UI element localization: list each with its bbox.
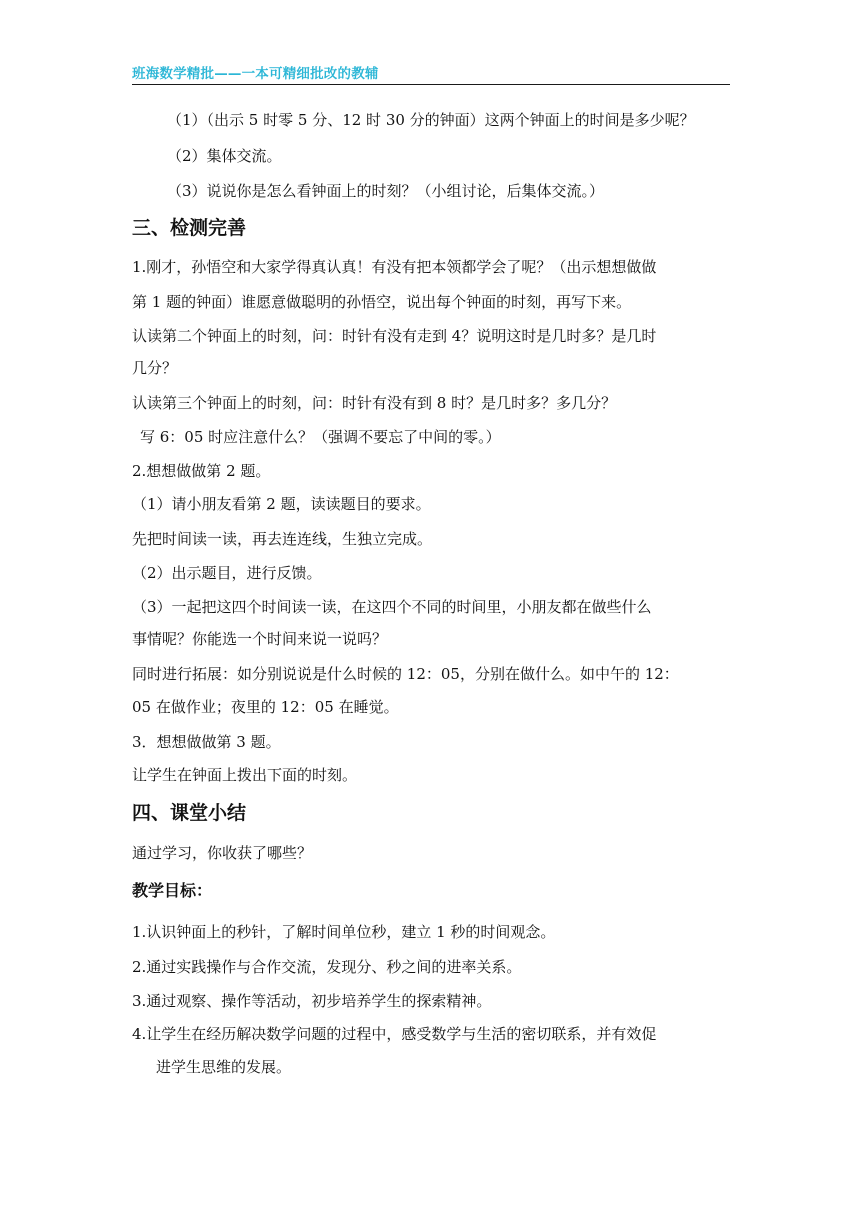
section3-line-14: 05 在做作业；夜里的 12：05 在睡觉。: [132, 698, 399, 716]
section3-line-4: 几分？: [132, 359, 178, 377]
intro-step-2: （2）集体交流。: [167, 147, 282, 165]
section3-line-3: 认读第二个钟面上的时刻，问：时针有没有走到 4？说明这时是几时多？是几时: [132, 327, 657, 345]
section3-line-15: 3．想想做做第 3 题。: [132, 733, 281, 751]
section3-line-13: 同时进行拓展：如分别说说是什么时候的 12：05，分别在做什么。如中午的 12：: [132, 665, 679, 683]
section3-line-2: 第 1 题的钟面）谁愿意做聪明的孙悟空，说出每个钟面的时刻，再写下来。: [132, 293, 632, 311]
section3-line-7: 2.想想做做第 2 题。: [132, 462, 271, 480]
section3-line-16: 让学生在钟面上拨出下面的时刻。: [132, 766, 358, 784]
section3-line-12: 事情呢？你能选一个时间来说一说吗？: [132, 630, 388, 648]
objective-item-1: 1.认识钟面上的秒针，了解时间单位秒，建立 1 秒的时间观念。: [132, 923, 556, 941]
section3-line-10: （2）出示题目，进行反馈。: [132, 564, 322, 582]
section-heading-4: 四、课堂小结: [132, 802, 247, 824]
section3-line-1: 1.刚才，孙悟空和大家学得真认真！有没有把本领都学会了呢？（出示想想做做: [132, 258, 657, 276]
section3-line-11: （3）一起把这四个时间读一读，在这四个不同的时间里，小朋友都在做些什么: [132, 598, 652, 616]
objective-item-3: 3.通过观察、操作等活动，初步培养学生的探索精神。: [132, 992, 492, 1010]
section-heading-3: 三、检测完善: [132, 217, 247, 239]
section3-line-8: （1）请小朋友看第 2 题，读读题目的要求。: [132, 495, 431, 513]
intro-step-1: （1）（出示 5 时零 5 分、12 时 30 分的钟面）这两个钟面上的时间是多少呢？: [167, 111, 695, 129]
intro-step-3: （3）说说你是怎么看钟面上的时刻？（小组讨论，后集体交流。）: [167, 182, 605, 200]
objectives-heading: 教学目标：: [132, 881, 213, 900]
section3-line-9: 先把时间读一读，再去连连线，生独立完成。: [132, 530, 433, 548]
objective-item-2: 2.通过实践操作与合作交流，发现分、秒之间的进率关系。: [132, 958, 522, 976]
section3-line-6: 写 6：05 时应注意什么？（强调不要忘了中间的零。）: [140, 428, 501, 446]
objective-item-4-cont: 进学生思维的发展。: [156, 1058, 292, 1076]
page-header: [132, 62, 730, 85]
header-title: 班海数学精批——一本可精细批改的教辅: [132, 66, 379, 82]
objective-item-4: 4.让学生在经历解决数学问题的过程中，感受数学与生活的密切联系，并有效促: [132, 1025, 657, 1043]
section4-line: 通过学习，你收获了哪些？: [132, 844, 313, 862]
section3-line-5: 认读第三个钟面上的时刻，问：时针有没有到 8 时？是几时多？多几分？: [132, 394, 617, 412]
